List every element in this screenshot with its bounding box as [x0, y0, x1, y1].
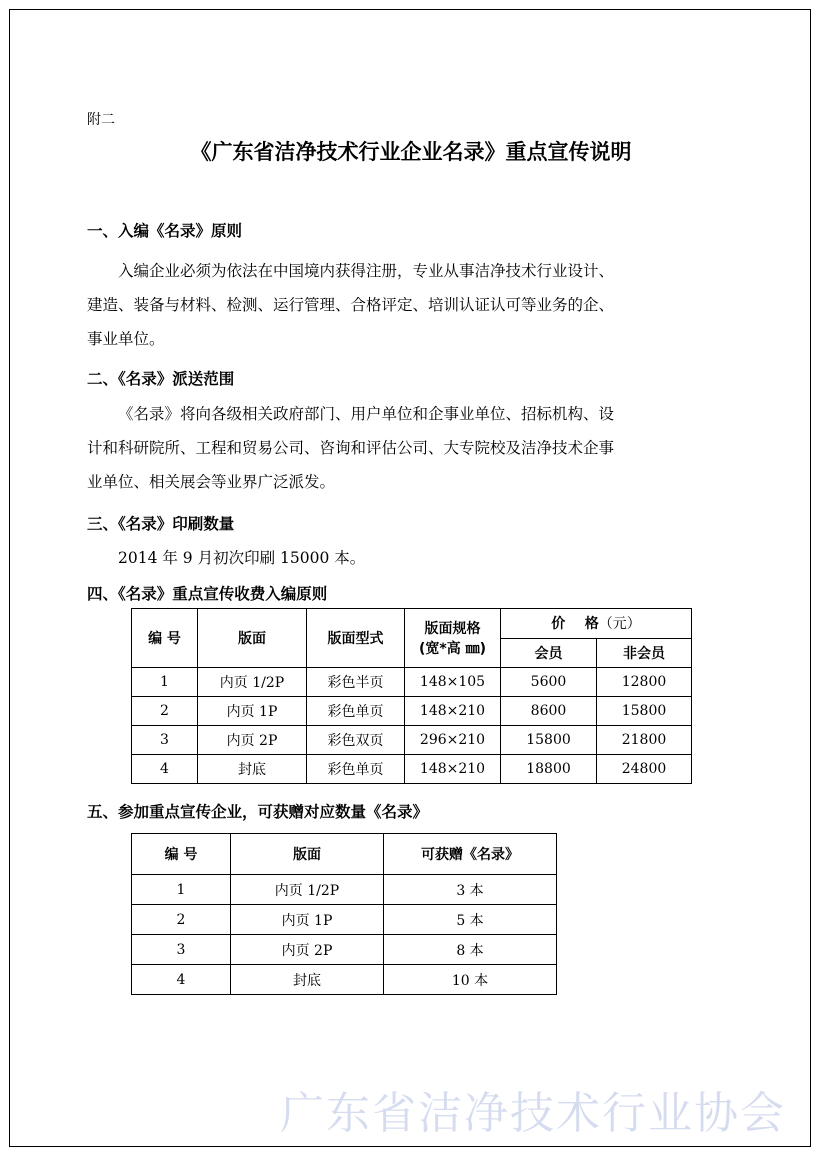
table-row — [132, 965, 557, 995]
cell-page: 内页 1/2P — [198, 668, 307, 697]
cell-spec: 296×210 — [405, 726, 501, 755]
section-3-body — [87, 541, 737, 575]
cell-spec: 148×105 — [405, 668, 501, 697]
section-1-body — [87, 254, 737, 356]
cell-member-price: 15800 — [501, 726, 597, 755]
cell-no: 4 — [132, 965, 231, 995]
section-5-heading: 五、参加重点宣传企业，可获赠对应数量《名录》 — [87, 803, 429, 821]
section-4-heading: 四、《名录》重点宣传收费入编原则 — [87, 585, 328, 603]
section-1-line: 入编企业必须为依法在中国境内获得注册，专业从事洁净技术行业设计、 — [118, 262, 615, 280]
col-header-gift: 可获赠《名录》 — [384, 834, 557, 875]
cell-page: 内页 2P — [231, 935, 384, 965]
table-row — [132, 697, 692, 726]
cell-style: 彩色双页 — [307, 726, 405, 755]
section-3-heading: 三、《名录》印刷数量 — [87, 515, 235, 533]
cell-gift: 5 本 — [384, 905, 557, 935]
col-header-page: 版面 — [231, 834, 384, 875]
cell-page: 内页 1P — [231, 905, 384, 935]
section-1-line: 建造、装备与材料、检测、运行管理、合格评定、培训认证认可等业务的企、 — [87, 296, 615, 314]
document-title: 《广东省洁净技术行业企业名录》重点宣传说明 — [190, 140, 632, 164]
col-header-spec: 版面规格 (宽*高 ㎜) — [405, 609, 501, 668]
attachment-label: 附二 — [87, 112, 115, 128]
cell-no: 2 — [132, 697, 198, 726]
cell-gift: 3 本 — [384, 875, 557, 905]
section-1-heading: 一、入编《名录》原则 — [87, 222, 243, 240]
cell-member-price: 18800 — [501, 755, 597, 784]
cell-no: 1 — [132, 668, 198, 697]
section-3-line: 2014 年 9 月初次印刷 15000 本。 — [118, 549, 366, 567]
section-2-line: 计和科研院所、工程和贸易公司、咨询和评估公司、大专院校及洁净技术企事 — [87, 439, 615, 457]
section-2-heading: 二、《名录》派送范围 — [87, 370, 235, 388]
col-header-no: 编 号 — [132, 609, 198, 668]
cell-style: 彩色单页 — [307, 755, 405, 784]
association-watermark: 广东省洁净技术行业协会 — [280, 1088, 786, 1139]
table-row — [132, 935, 557, 965]
cell-no: 2 — [132, 905, 231, 935]
table-row — [132, 668, 692, 697]
cell-nonmember-price: 12800 — [597, 668, 692, 697]
cell-style: 彩色单页 — [307, 697, 405, 726]
cell-gift: 10 本 — [384, 965, 557, 995]
cell-no: 3 — [132, 935, 231, 965]
col-header-style: 版面型式 — [307, 609, 405, 668]
cell-page: 内页 1/2P — [231, 875, 384, 905]
table-row — [132, 875, 557, 905]
cell-member-price: 8600 — [501, 697, 597, 726]
section-2-line: 业单位、相关展会等业界广泛派发。 — [87, 473, 336, 491]
col-header-price: 价 格（元） — [501, 609, 692, 639]
col-header-member: 会员 — [501, 638, 597, 668]
section-2-line: 《名录》将向各级相关政府部门、用户单位和企事业单位、招标机构、设 — [118, 405, 615, 423]
cell-no: 3 — [132, 726, 198, 755]
cell-member-price: 5600 — [501, 668, 597, 697]
table-row — [132, 905, 557, 935]
cell-no: 4 — [132, 755, 198, 784]
cell-page: 内页 2P — [198, 726, 307, 755]
table-row — [132, 755, 692, 784]
cell-page: 封底 — [198, 755, 307, 784]
col-header-page: 版面 — [198, 609, 307, 668]
cell-spec: 148×210 — [405, 697, 501, 726]
cell-nonmember-price: 21800 — [597, 726, 692, 755]
cell-gift: 8 本 — [384, 935, 557, 965]
cell-no: 1 — [132, 875, 231, 905]
section-2-body — [87, 397, 737, 499]
table-row — [132, 726, 692, 755]
col-header-nonmember: 非会员 — [597, 638, 692, 668]
cell-page: 封底 — [231, 965, 384, 995]
cell-nonmember-price: 24800 — [597, 755, 692, 784]
cell-page: 内页 1P — [198, 697, 307, 726]
gift-table — [131, 833, 557, 995]
cell-nonmember-price: 15800 — [597, 697, 692, 726]
col-header-no: 编 号 — [132, 834, 231, 875]
cell-spec: 148×210 — [405, 755, 501, 784]
fee-table — [131, 608, 692, 784]
cell-style: 彩色半页 — [307, 668, 405, 697]
section-1-line: 事业单位。 — [87, 330, 165, 348]
